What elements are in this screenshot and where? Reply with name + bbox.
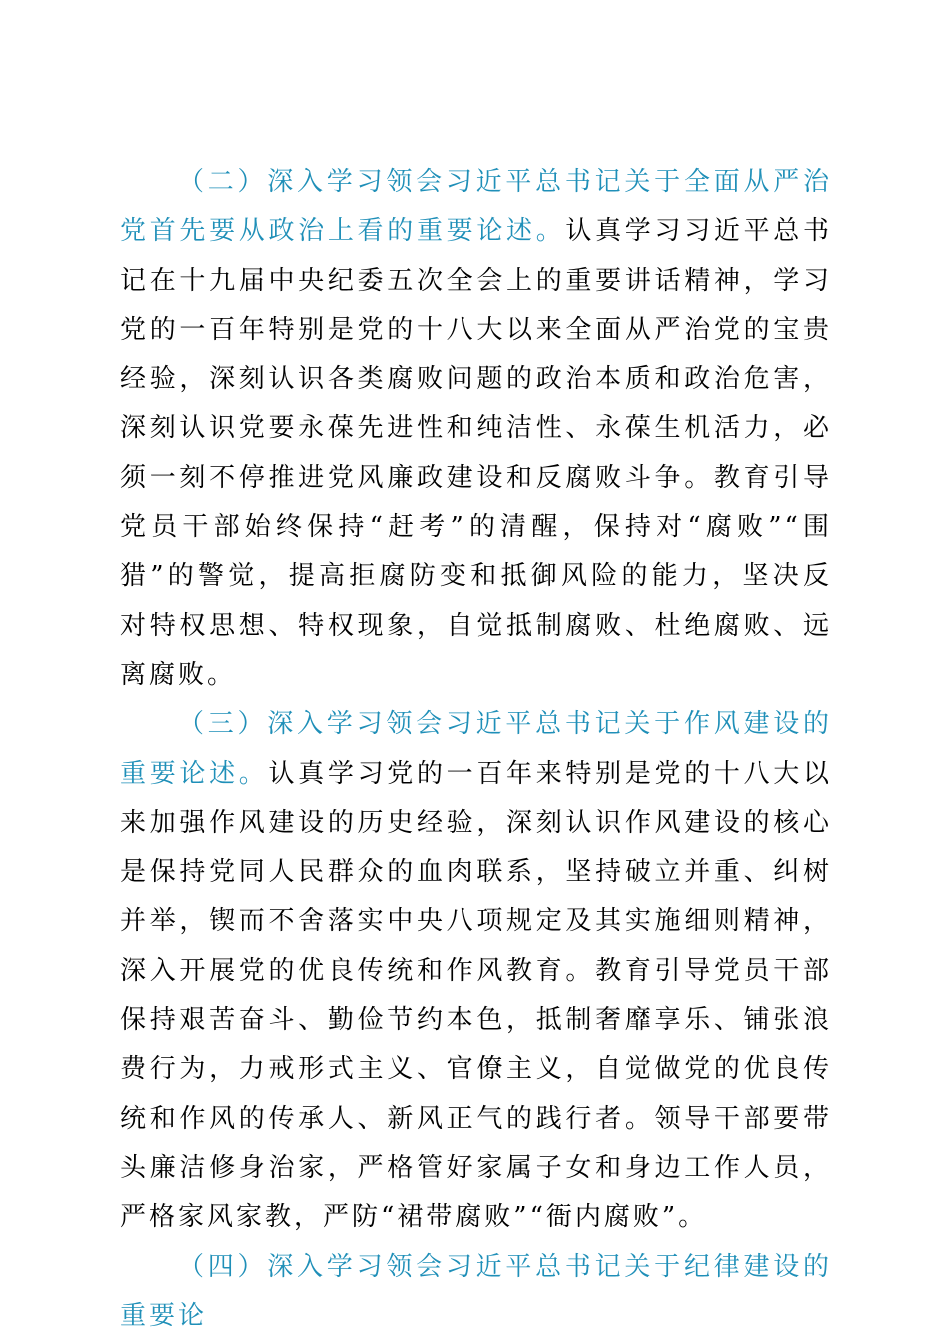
document-body [120, 158, 832, 1341]
section-heading-3: （三）深入学习领会习近平总书记关于作风建设的重要论述。 [120, 709, 832, 789]
section-heading-4: （四）深入学习领会习近平总书记关于纪律建设的重要论 [120, 1251, 832, 1331]
paragraph-2 [120, 158, 832, 700]
section-body-2: 认真学习习近平总书记在十九届中央纪委五次全会上的重要讲话精神，学习党的一百年特别是党的十八大以来全面从严治党的宝贵经验，深刻认识各类腐败问题的政治本质和政治危害，深刻认识党要永葆先进性和纯洁性、永葆生机活力，必须一刻不停推进党风廉政建设和反腐败斗争。教育引导党员干部始终保持“赶考”的清醒，保持对“腐败”“围猎”的警觉，提高拒腐防变和抵御风险的能力，坚决反对特权思想、特权现象，自觉抵制腐败、杜绝腐败、远离腐败。 [120, 216, 832, 690]
section-body-3: 认真学习党的一百年来特别是党的十八大以来加强作风建设的历史经验，深刻认识作风建设的核心是保持党同人民群众的血肉联系，坚持破立并重、纠树并举，锲而不舍落实中央八项规定及其实施细则精神，深入开展党的优良传统和作风教育。教育引导党员干部保持艰苦奋斗、勤俭节约本色，抵制奢靡享乐、铺张浪费行为，力戒形式主义、官僚主义，自觉做党的优良传统和作风的传承人、新风正气的践行者。领导干部要带头廉洁修身治家，严格管好家属子女和身边工作人员，严格家风家教，严防“裙带腐败”“衙内腐败”。 [120, 758, 832, 1233]
section-heading-2: （二）深入学习领会习近平总书记关于全面从严治党首先要从政治上看的重要论述。 [120, 167, 832, 247]
paragraph-4 [120, 1243, 832, 1342]
paragraph-3 [120, 700, 832, 1242]
